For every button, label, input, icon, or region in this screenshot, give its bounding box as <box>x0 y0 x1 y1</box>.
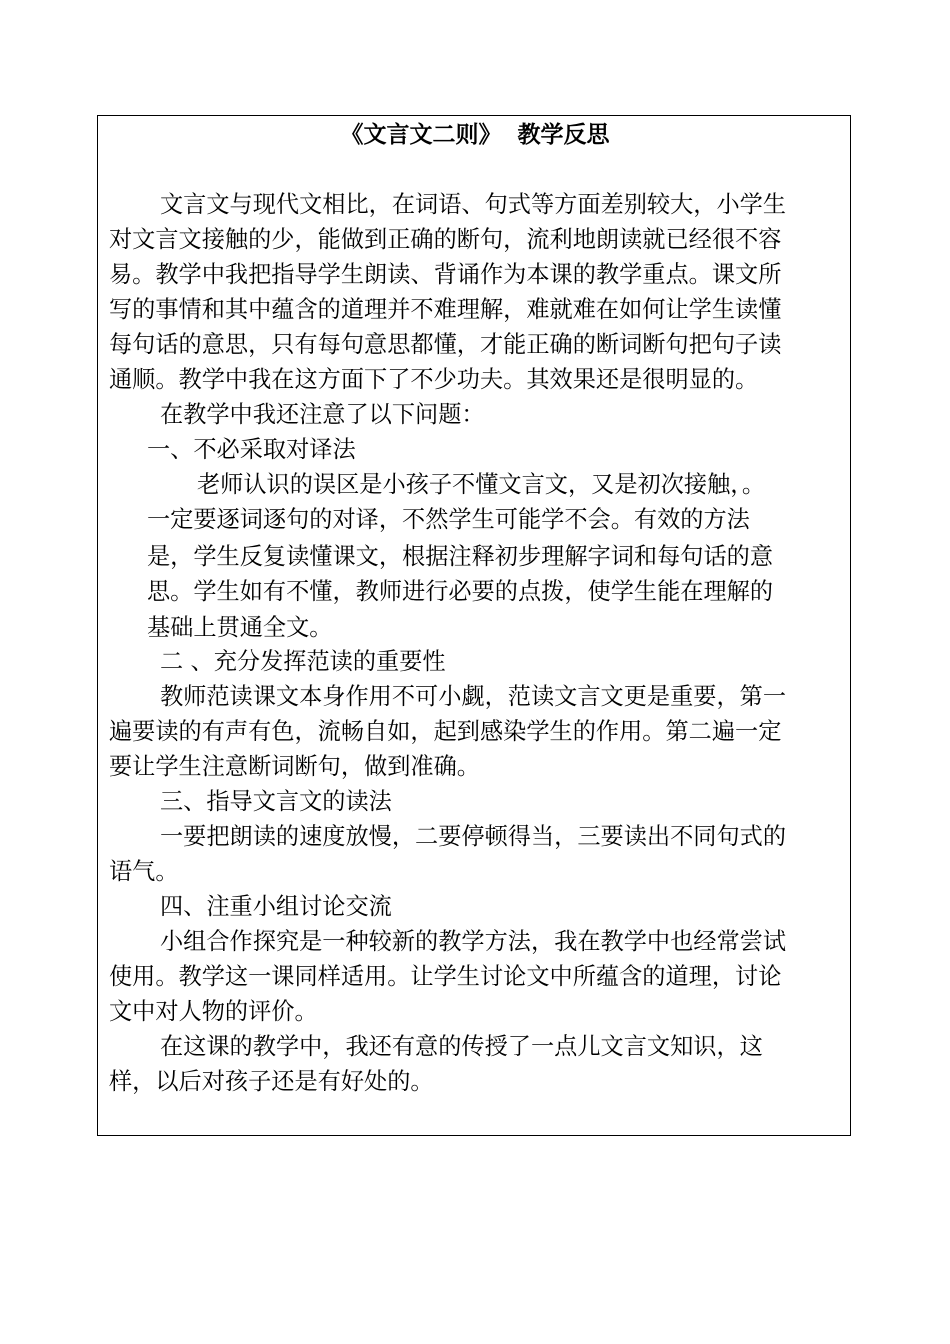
paragraph-line: 基础上贯通全文。 <box>147 614 333 641</box>
paragraph-line: 样，以后对孩子还是有好处的。 <box>109 1068 434 1095</box>
paragraph-line: 写的事情和其中蕴含的道理并不难理解，难就难在如何让学生读懂 <box>109 296 782 323</box>
paragraph-line: 每句话的意思，只有每句意思都懂，才能正确的断词断句把句子读 <box>109 331 782 358</box>
paragraph-line: 在教学中我还注意了以下问题： <box>160 401 485 428</box>
section-heading: 一、不必采取对译法 <box>147 436 356 463</box>
paragraph-line: 要让学生注意断词断句，做到准确。 <box>109 753 480 780</box>
paragraph-line: 是，学生反复读懂课文，根据注释初步理解字词和每句话的意 <box>147 543 774 570</box>
paragraph-line: 使用。教学这一课同样适用。让学生讨论文中所蕴含的道理，讨论 <box>109 963 782 990</box>
paragraph-line: 语气。 <box>109 858 179 885</box>
section-heading: 二 、充分发挥范读的重要性 <box>160 648 446 675</box>
paragraph-line: 在这课的教学中，我还有意的传授了一点儿文言文知识，这 <box>160 1033 763 1060</box>
paragraph-line: 老师认识的误区是小孩子不懂文言文，又是初次接触，。 <box>197 471 766 498</box>
paragraph-line: 遍要读的有声有色，流畅自如，起到感染学生的作用。第二遍一定 <box>109 718 782 745</box>
section-heading: 四、注重小组讨论交流 <box>160 893 392 920</box>
section-heading: 三、指导文言文的读法 <box>160 788 392 815</box>
paragraph-line: 文言文与现代文相比，在词语、句式等方面差别较大，小学生 <box>160 191 787 218</box>
paragraph-line: 一定要逐词逐句的对译，不然学生可能学不会。有效的方法 <box>147 506 750 533</box>
paragraph-line: 一要把朗读的速度放慢，二要停顿得当，三要读出不同句式的 <box>160 823 787 850</box>
paragraph-line: 文中对人物的评价。 <box>109 998 318 1025</box>
paragraph-line: 对文言文接触的少，能做到正确的断句，流利地朗读就已经很不容 <box>109 226 782 253</box>
paragraph-line: 易。教学中我把指导学生朗读、背诵作为本课的教学重点。课文所 <box>109 261 782 288</box>
paragraph-line: 通顺。教学中我在这方面下了不少功夫。其效果还是很明显的。 <box>109 366 759 393</box>
paragraph-line: 教师范读课文本身作用不可小觑，范读文言文更是重要，第一 <box>160 683 787 710</box>
paragraph-line: 思。学生如有不懂，教师进行必要的点拨，使学生能在理解的 <box>147 578 774 605</box>
paragraph-line: 小组合作探究是一种较新的教学方法，我在教学中也经常尝试 <box>160 928 787 955</box>
document-title: 《文言文二则》 教学反思 <box>340 122 610 148</box>
